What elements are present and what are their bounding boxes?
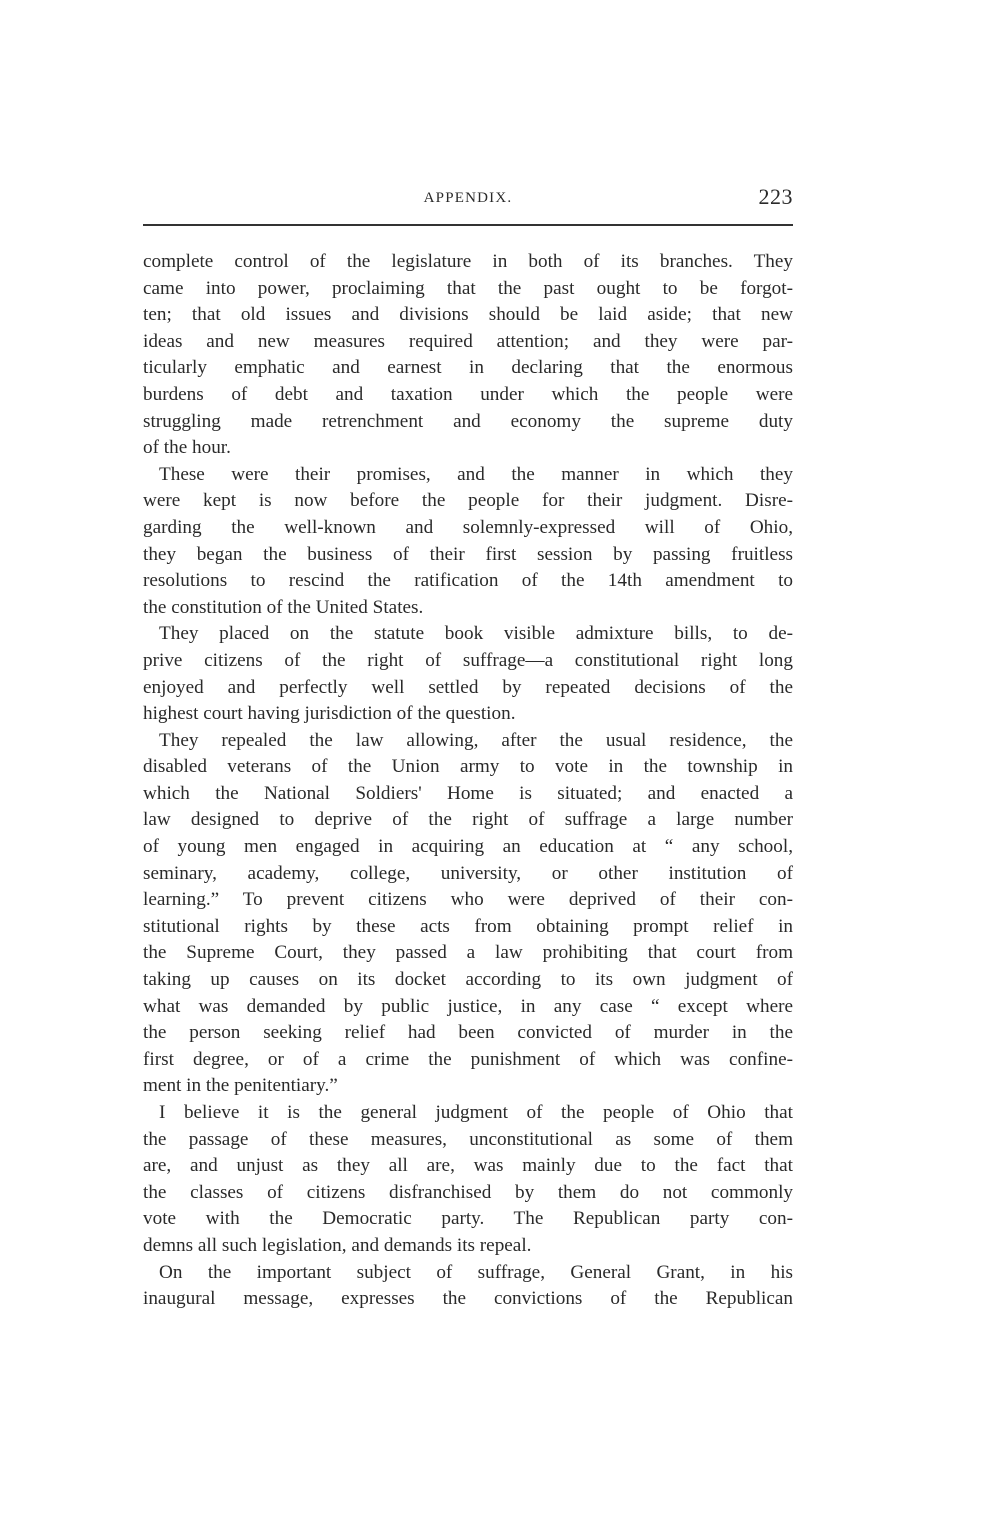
text-line: the classes of citizens disfranchised by them do not commonly bbox=[143, 1181, 793, 1203]
text-line: demns all such legislation, and demands its repeal. bbox=[143, 1234, 532, 1256]
text-line: law designed to deprive of the right of suffrage a large number bbox=[143, 809, 793, 831]
text-line: ticularly emphatic and earnest in declaring that the enormous bbox=[143, 357, 793, 379]
text-line: burdens of debt and taxation under which the people were bbox=[143, 383, 793, 405]
text-line: prive citizens of the right of suffrage—a constitutional right long bbox=[143, 649, 793, 671]
text-line: stitutional rights by these acts from obtaining prompt relief in bbox=[143, 915, 793, 937]
text-line: the passage of these measures, unconstitutional as some of them bbox=[143, 1128, 793, 1150]
text-line: what was demanded by public justice, in any case “ except where bbox=[143, 995, 793, 1017]
text-line: of young men engaged in acquiring an education at “ any school, bbox=[143, 836, 793, 858]
text-line: the person seeking relief had been convicted of murder in the bbox=[143, 1022, 793, 1044]
text-line: garding the well-known and solemnly-expressed will of Ohio, bbox=[143, 516, 793, 538]
text-line: came into power, proclaiming that the past ought to be forgot- bbox=[143, 277, 793, 299]
paragraph bbox=[143, 249, 793, 462]
text-line: struggling made retrenchment and economy the supreme duty bbox=[143, 410, 793, 432]
text-line: vote with the Democratic party. The Republican party con- bbox=[143, 1208, 793, 1230]
text-line: of the hour. bbox=[143, 437, 231, 459]
paragraph bbox=[143, 1260, 793, 1313]
paragraph bbox=[143, 728, 793, 1100]
text-line: resolutions to rescind the ratification of the 14th amendment to bbox=[143, 570, 793, 592]
text-line: first degree, or of a crime the punishment of which was confine- bbox=[143, 1048, 793, 1070]
text-line: inaugural message, expresses the convictions of the Republican bbox=[143, 1288, 793, 1310]
paragraph bbox=[143, 621, 793, 727]
text-line: they began the business of their first session by passing fruitless bbox=[143, 543, 793, 565]
paragraph bbox=[143, 462, 793, 622]
text-line: taking up causes on its docket according to its own judgment of bbox=[143, 969, 793, 991]
header-rule bbox=[143, 224, 793, 226]
text-line: learning.” To prevent citizens who were deprived of their con- bbox=[143, 889, 793, 911]
text-line: ten; that old issues and divisions should be laid aside; that new bbox=[143, 304, 793, 326]
running-head bbox=[143, 184, 793, 214]
text-line: These were their promises, and the manner in which they bbox=[159, 463, 793, 485]
text-line: ideas and new measures required attention; and they were par- bbox=[143, 330, 793, 352]
paragraph bbox=[143, 1100, 793, 1260]
page-number: 223 bbox=[758, 184, 793, 209]
text-line: enjoyed and perfectly well settled by repeated decisions of the bbox=[143, 676, 793, 698]
text-line: ment in the penitentiary.” bbox=[143, 1075, 338, 1097]
text-line: which the National Soldiers' Home is situated; and enacted a bbox=[143, 782, 793, 804]
text-line: the constitution of the United States. bbox=[143, 596, 424, 618]
text-line: They placed on the statute book visible admixture bills, to de- bbox=[159, 623, 793, 645]
text-line: the Supreme Court, they passed a law prohibiting that court from bbox=[143, 942, 793, 964]
body-text bbox=[143, 249, 793, 1313]
text-line: highest court having jurisdiction of the question. bbox=[143, 703, 516, 725]
text-line: seminary, academy, college, university, or other institution of bbox=[143, 862, 793, 884]
text-line: I believe it is the general judgment of the people of Ohio that bbox=[159, 1102, 793, 1123]
running-title: APPENDIX. bbox=[423, 190, 513, 206]
text-line: disabled veterans of the Union army to vote in the township in bbox=[143, 756, 793, 778]
text-line: They repealed the law allowing, after the usual residence, the bbox=[159, 729, 793, 751]
text-line: are, and unjust as they all are, was mainly due to the fact that bbox=[143, 1155, 793, 1177]
text-line: were kept is now before the people for their judgment. Disre- bbox=[143, 490, 793, 512]
text-line: complete control of the legislature in both of its branches. They bbox=[143, 251, 793, 272]
text-line: On the important subject of suffrage, General Grant, in his bbox=[159, 1261, 793, 1283]
